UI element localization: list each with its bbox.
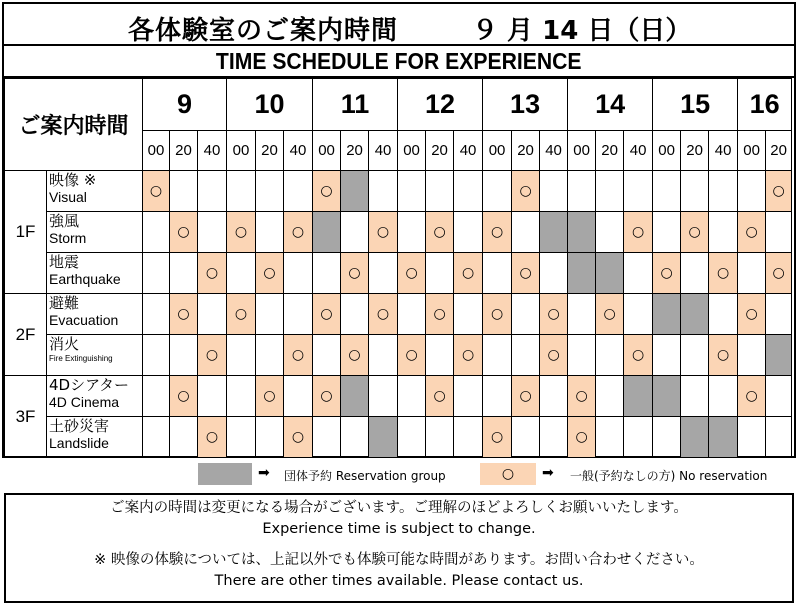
minute-header: 00 xyxy=(483,131,512,171)
slot-empty xyxy=(540,417,568,458)
slot-empty xyxy=(596,171,624,212)
schedule-row xyxy=(5,212,792,253)
slot-empty xyxy=(681,376,709,417)
minute-header: 20 xyxy=(170,131,198,171)
slot-group-reservation xyxy=(709,417,738,458)
subtitle-row xyxy=(2,46,796,78)
slot-empty xyxy=(512,335,540,376)
slot-empty xyxy=(198,212,227,253)
minute-header: 00 xyxy=(653,131,681,171)
slot-general: ○ xyxy=(284,212,313,253)
note-change-en: Experience time is subject to change. xyxy=(262,521,536,537)
experience-name-en: 4D Cinema xyxy=(49,394,120,410)
slot-general: ○ xyxy=(256,253,284,294)
experience-name-en: Landslide xyxy=(49,435,109,451)
slot-general: ○ xyxy=(540,335,568,376)
slot-empty xyxy=(624,417,653,458)
slot-general: ○ xyxy=(313,171,341,212)
slot-group-reservation xyxy=(568,212,596,253)
legend-group-swatch xyxy=(198,463,252,485)
slot-general: ○ xyxy=(369,212,398,253)
slot-general: ○ xyxy=(709,253,738,294)
slot-general: ○ xyxy=(341,253,369,294)
slot-general: ○ xyxy=(398,335,426,376)
slot-general: ○ xyxy=(483,294,512,335)
slot-empty xyxy=(540,171,568,212)
slot-group-reservation xyxy=(681,417,709,458)
slot-general: ○ xyxy=(227,212,256,253)
slot-empty xyxy=(426,253,454,294)
experience-name xyxy=(47,253,143,294)
note-visual-jp: ※ 映像の体験については、上記以外でも体験可能な時間があります。お問い合わせください。 xyxy=(94,552,704,568)
slot-group-reservation xyxy=(540,212,568,253)
slot-empty xyxy=(709,294,738,335)
experience-name xyxy=(47,294,143,335)
experience-name-en: Earthquake xyxy=(49,271,121,287)
slot-general: ○ xyxy=(198,253,227,294)
schedule-row xyxy=(5,171,792,212)
slot-group-reservation xyxy=(341,171,369,212)
slot-empty xyxy=(454,294,483,335)
slot-general: ○ xyxy=(454,253,483,294)
hour-header: 12 xyxy=(398,79,483,131)
hour-header: 11 xyxy=(313,79,398,131)
slot-empty xyxy=(313,335,341,376)
slot-empty xyxy=(284,253,313,294)
slot-empty xyxy=(512,212,540,253)
slot-empty xyxy=(198,376,227,417)
schedule-row xyxy=(5,417,792,458)
minute-header: 40 xyxy=(198,131,227,171)
experience-name-jp: 地震 xyxy=(49,253,80,271)
slot-empty xyxy=(568,294,596,335)
slot-general: ○ xyxy=(568,376,596,417)
slot-empty xyxy=(709,171,738,212)
note-change-jp: ご案内の時間は変更になる場合がございます。ご理解のほどよろしくお願いいたします。 xyxy=(110,500,688,516)
slot-empty xyxy=(681,171,709,212)
slot-empty xyxy=(170,171,198,212)
slot-empty xyxy=(341,294,369,335)
note-visual-en: There are other times available. Please contact us. xyxy=(214,573,584,589)
experience-name-jp: 避難 xyxy=(49,294,80,312)
slot-general: ○ xyxy=(766,171,792,212)
slot-empty xyxy=(369,253,398,294)
slot-empty xyxy=(483,253,512,294)
minute-header: 00 xyxy=(568,131,596,171)
slot-general: ○ xyxy=(198,417,227,458)
experience-name xyxy=(47,335,143,376)
legend-general-label: 一般(予約なしの方) No reservation xyxy=(570,469,768,483)
minute-header: 40 xyxy=(454,131,483,171)
slot-general: ○ xyxy=(284,335,313,376)
slot-empty xyxy=(483,376,512,417)
slot-empty xyxy=(624,253,653,294)
slot-empty xyxy=(198,294,227,335)
slot-general: ○ xyxy=(738,212,766,253)
slot-general: ○ xyxy=(483,417,512,458)
slot-group-reservation xyxy=(369,417,398,458)
slot-empty xyxy=(540,376,568,417)
minute-header: 00 xyxy=(398,131,426,171)
legend xyxy=(0,463,800,487)
slot-empty xyxy=(313,417,341,458)
legend-group-label: 団体予約 Reservation group xyxy=(284,469,446,483)
slot-general: ○ xyxy=(709,335,738,376)
minute-header: 20 xyxy=(596,131,624,171)
slot-empty xyxy=(738,417,766,458)
slot-empty xyxy=(143,335,170,376)
slot-general: ○ xyxy=(170,212,198,253)
slot-general: ○ xyxy=(170,376,198,417)
slot-group-reservation xyxy=(766,335,792,376)
slot-general: ○ xyxy=(284,417,313,458)
minute-header: 00 xyxy=(227,131,256,171)
slot-empty xyxy=(426,335,454,376)
slot-empty xyxy=(624,294,653,335)
slot-general: ○ xyxy=(624,335,653,376)
slot-empty xyxy=(369,171,398,212)
slot-empty xyxy=(681,253,709,294)
experience-name-jp: 強風 xyxy=(49,212,80,230)
minute-header: 00 xyxy=(143,131,170,171)
slot-general: ○ xyxy=(568,417,596,458)
slot-general: ○ xyxy=(681,212,709,253)
slot-group-reservation xyxy=(568,253,596,294)
experience-name xyxy=(47,376,143,417)
slot-empty xyxy=(284,171,313,212)
slot-group-reservation xyxy=(681,294,709,335)
slot-general: ○ xyxy=(624,212,653,253)
minute-header: 20 xyxy=(341,131,369,171)
slot-empty xyxy=(256,171,284,212)
minute-header: 00 xyxy=(313,131,341,171)
slot-empty xyxy=(143,294,170,335)
slot-empty xyxy=(596,212,624,253)
slot-empty xyxy=(596,335,624,376)
legend-arrow-icon: ➡ xyxy=(542,465,554,481)
slot-general: ○ xyxy=(426,376,454,417)
slot-empty xyxy=(143,253,170,294)
slot-empty xyxy=(738,253,766,294)
slot-empty xyxy=(596,376,624,417)
minute-header: 20 xyxy=(426,131,454,171)
slot-general: ○ xyxy=(454,335,483,376)
notes-box xyxy=(4,493,794,603)
experience-name xyxy=(47,212,143,253)
slot-empty xyxy=(426,171,454,212)
slot-empty xyxy=(227,253,256,294)
slot-empty xyxy=(653,171,681,212)
schedule-corner-label: ご案内時間 xyxy=(5,79,143,171)
minute-header: 40 xyxy=(709,131,738,171)
slot-empty xyxy=(766,417,792,458)
experience-name-en: Visual xyxy=(49,189,87,205)
slot-general: ○ xyxy=(341,335,369,376)
slot-empty xyxy=(766,212,792,253)
floor-label: 3F xyxy=(5,376,47,458)
slot-empty xyxy=(369,335,398,376)
slot-empty xyxy=(398,376,426,417)
slot-general: ○ xyxy=(313,376,341,417)
slot-general: ○ xyxy=(596,294,624,335)
schedule-row xyxy=(5,294,792,335)
slot-general: ○ xyxy=(227,294,256,335)
slot-empty xyxy=(198,171,227,212)
slot-empty xyxy=(483,335,512,376)
slot-empty xyxy=(143,417,170,458)
slot-general: ○ xyxy=(738,294,766,335)
slot-empty xyxy=(256,417,284,458)
minute-header: 40 xyxy=(624,131,653,171)
slot-empty xyxy=(170,335,198,376)
schedule-table xyxy=(4,78,792,458)
minute-header: 20 xyxy=(256,131,284,171)
slot-empty xyxy=(738,335,766,376)
slot-empty xyxy=(454,171,483,212)
hour-header: 16 xyxy=(738,79,792,131)
experience-name-en: Storm xyxy=(49,230,87,246)
minute-header: 40 xyxy=(284,131,313,171)
experience-name xyxy=(47,417,143,458)
slot-empty xyxy=(681,335,709,376)
slot-empty xyxy=(227,376,256,417)
slot-empty xyxy=(454,376,483,417)
slot-empty xyxy=(766,376,792,417)
slot-group-reservation xyxy=(653,294,681,335)
slot-empty xyxy=(284,294,313,335)
minute-header: 20 xyxy=(681,131,709,171)
schedule-row xyxy=(5,335,792,376)
slot-empty xyxy=(256,335,284,376)
slot-empty xyxy=(426,417,454,458)
slot-empty xyxy=(313,253,341,294)
schedule-row xyxy=(5,376,792,417)
slot-empty xyxy=(227,417,256,458)
schedule-row xyxy=(5,253,792,294)
floor-label: 2F xyxy=(5,294,47,376)
slot-empty xyxy=(284,376,313,417)
experience-name-jp: 映像 ※ xyxy=(49,171,97,189)
slot-general: ○ xyxy=(738,376,766,417)
slot-empty xyxy=(341,417,369,458)
slot-empty xyxy=(596,417,624,458)
slot-empty xyxy=(653,212,681,253)
slot-empty xyxy=(398,294,426,335)
page-title: 各体験室のご案内時間 xyxy=(128,16,399,46)
slot-empty xyxy=(398,171,426,212)
slot-empty xyxy=(256,212,284,253)
slot-empty xyxy=(624,171,653,212)
minute-header: 20 xyxy=(766,131,792,171)
floor-label: 1F xyxy=(5,171,47,294)
slot-general: ○ xyxy=(766,253,792,294)
slot-empty xyxy=(483,171,512,212)
slot-empty xyxy=(568,335,596,376)
experience-name-jp: 土砂災害 xyxy=(49,417,110,435)
hour-header: 9 xyxy=(143,79,227,131)
slot-general: ○ xyxy=(540,294,568,335)
minute-header: 00 xyxy=(738,131,766,171)
slot-general: ○ xyxy=(512,253,540,294)
slot-general: ○ xyxy=(512,171,540,212)
slot-general: ○ xyxy=(653,253,681,294)
slot-empty xyxy=(653,417,681,458)
slot-general: ○ xyxy=(369,294,398,335)
slot-empty xyxy=(454,212,483,253)
slot-general: ○ xyxy=(313,294,341,335)
slot-group-reservation xyxy=(341,376,369,417)
slot-empty xyxy=(143,212,170,253)
slot-empty xyxy=(738,171,766,212)
slot-empty xyxy=(512,417,540,458)
hour-header: 15 xyxy=(653,79,738,131)
hour-header: 13 xyxy=(483,79,568,131)
slot-empty xyxy=(170,417,198,458)
experience-name-en: Fire Extinguishing xyxy=(49,354,113,363)
slot-empty xyxy=(398,417,426,458)
slot-empty xyxy=(709,376,738,417)
title-row xyxy=(2,2,796,46)
minute-header: 20 xyxy=(512,131,540,171)
slot-empty xyxy=(540,253,568,294)
experience-name-jp: 消火 xyxy=(49,335,80,353)
slot-general: ○ xyxy=(426,294,454,335)
slot-general: ○ xyxy=(256,376,284,417)
slot-general: ○ xyxy=(170,294,198,335)
experience-name-jp: 4Dシアター xyxy=(49,376,130,394)
experience-name-en: Evacuation xyxy=(49,312,119,328)
page-subtitle: TIME SCHEDULE FOR EXPERIENCE xyxy=(216,48,582,74)
slot-empty xyxy=(256,294,284,335)
slot-general: ○ xyxy=(483,212,512,253)
slot-group-reservation xyxy=(596,253,624,294)
slot-empty xyxy=(227,335,256,376)
slot-empty xyxy=(341,212,369,253)
schedule-date: ９ 月 14 日（日） xyxy=(472,16,692,46)
slot-group-reservation xyxy=(624,376,653,417)
minute-header: 40 xyxy=(369,131,398,171)
slot-empty xyxy=(369,376,398,417)
slot-empty xyxy=(766,294,792,335)
legend-general-swatch: ○ xyxy=(480,463,536,485)
hour-header: 10 xyxy=(227,79,313,131)
slot-empty xyxy=(227,171,256,212)
slot-general: ○ xyxy=(512,376,540,417)
slot-empty xyxy=(709,212,738,253)
slot-empty xyxy=(653,335,681,376)
slot-empty xyxy=(568,171,596,212)
slot-group-reservation xyxy=(653,376,681,417)
hour-header: 14 xyxy=(568,79,653,131)
minute-header: 40 xyxy=(540,131,568,171)
slot-empty xyxy=(143,376,170,417)
slot-general: ○ xyxy=(426,212,454,253)
slot-general: ○ xyxy=(398,253,426,294)
slot-general: ○ xyxy=(198,335,227,376)
slot-empty xyxy=(512,294,540,335)
slot-group-reservation xyxy=(313,212,341,253)
slot-empty xyxy=(454,417,483,458)
experience-name xyxy=(47,171,143,212)
slot-general: ○ xyxy=(143,171,170,212)
legend-arrow-icon: ➡ xyxy=(258,465,270,481)
slot-empty xyxy=(170,253,198,294)
slot-empty xyxy=(398,212,426,253)
